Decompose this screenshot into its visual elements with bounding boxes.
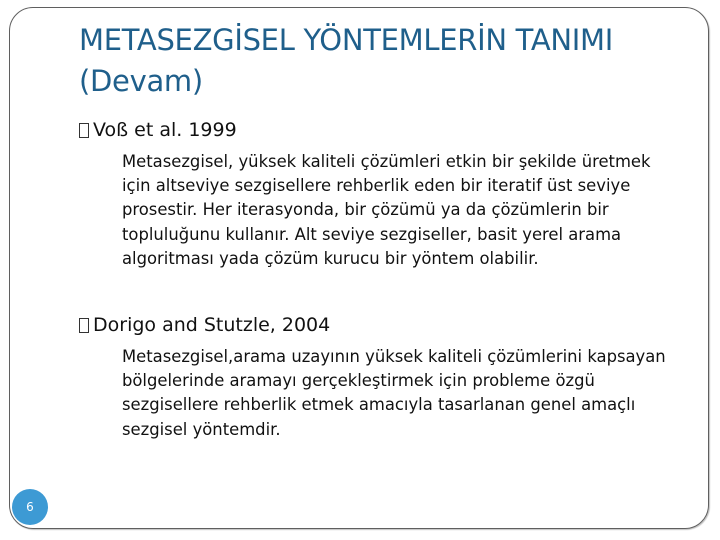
slide-title: METASEZGİSEL YÖNTEMLERİN TANIMI (Devam) [79, 23, 613, 98]
bullet-heading-dorigo [79, 313, 330, 337]
bullet-heading-voss [79, 118, 237, 142]
bullet-heading-text: Voß et al. 1999 [93, 119, 237, 141]
bullet-body-voss: Metasezgisel, yüksek kaliteli çözümleri etkin bir şekilde üretmek için altseviye sezgisellere rehberlik eden bir iteratif üst seviye prosestir. Her iterasyonda, bir çözümü ya da çözümlerin bir topluluğunu kullanır. Alt seviye sezgiseller, basit yerel arama algoritması yada çözüm kurucu bir yöntem olabilir. [122, 152, 651, 268]
bullet-body-dorigo: Metasezgisel,arama uzayının yüksek kaliteli çözümlerini kapsayan bölgelerinde aramayı gerçekleştirmek için probleme özgü sezgisellere rehberlik etmek amacıyla tasarlanan genel amaçlı sezgisel yöntemdir. [122, 347, 666, 439]
missing-glyph-box-icon [79, 123, 89, 138]
missing-glyph-box-icon [79, 318, 89, 333]
slide-number-badge: 6 [12, 489, 48, 525]
bullet-heading-text: Dorigo and Stutzle, 2004 [93, 314, 331, 336]
